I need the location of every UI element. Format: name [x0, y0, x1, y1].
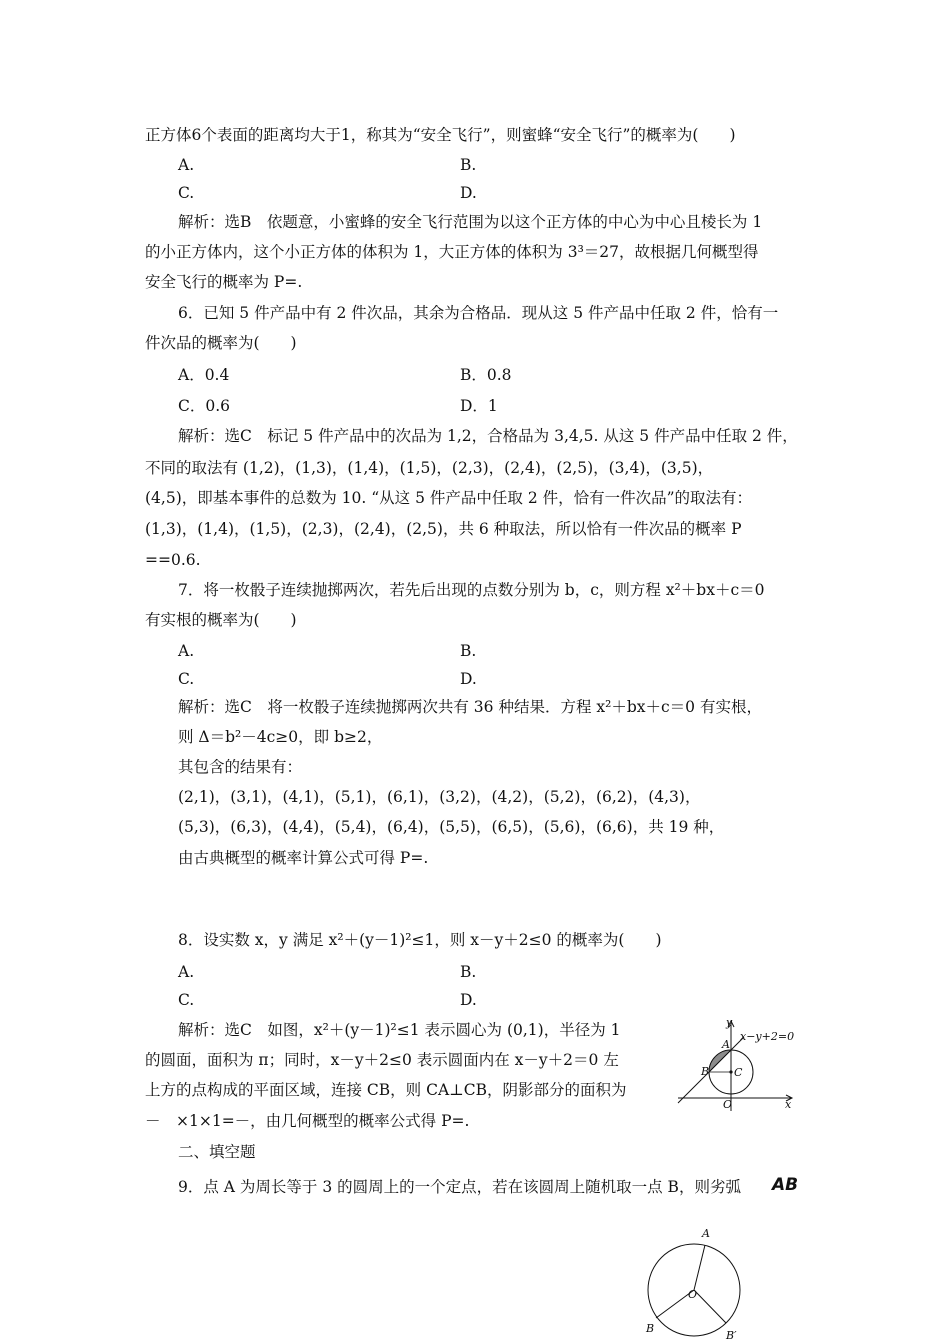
text-line: (4,5)，即基本事件的总数为 10. “从这 5 件产品中任取 2 件，恰有一件次品”的取法有： — [145, 489, 753, 507]
text-line: 其包含的结果有： — [178, 758, 303, 776]
option-c: C. — [178, 184, 195, 202]
y-label: y — [726, 1016, 733, 1029]
text-line: 则 Δ＝b²－4c≥0，即 b≥2， — [178, 728, 383, 746]
text-line: ==0.6. — [145, 551, 201, 569]
text-line: 不同的取法有 (1,2)，(1,3)，(1,4)，(1,5)，(2,3)，(2,4)，(2,5)，(3,4)，(3,5)， — [145, 459, 714, 477]
solution-line: 解析：选C 如图，x²＋(y－1)²≤1 表示圆心为 (0,1)，半径为 1 — [178, 1021, 621, 1039]
text-line: 有实根的概率为( ) — [145, 611, 297, 629]
option-d: D. — [460, 991, 477, 1009]
option-c: C. — [178, 991, 195, 1009]
option-a: A. — [178, 642, 195, 660]
text-line: 的圆面，面积为 π；同时，x－y＋2≤0 表示圆面内在 x－y＋2＝0 左 — [145, 1051, 619, 1069]
text-line: (5,3)，(6,3)，(4,4)，(5,4)，(6,4)，(5,5)，(6,5)，(5,6)，(6,6)，共 19 种， — [178, 818, 725, 836]
radius-ob-prime — [694, 1290, 726, 1323]
text-line: (2,1)，(3,1)，(4,1)，(5,1)，(6,1)，(3,2)，(4,2)，(5,2)，(6,2)，(4,3)， — [178, 788, 701, 806]
option-d: D. — [460, 670, 477, 688]
option-d: D．1 — [460, 397, 498, 415]
point-b-label: B — [701, 1065, 710, 1078]
solution-line: 解析：选C 标记 5 件产品中的次品为 1,2，合格品为 3,4,5. 从这 5 件产品中任取 2 件， — [178, 427, 798, 445]
text-line: 上方的点构成的平面区域，连接 CB，则 CA⊥CB，阴影部分的面积为 — [145, 1081, 627, 1099]
text-line: － ×1×1=－，由几何概型的概率公式得 P=. — [145, 1112, 470, 1130]
point-b-label: B — [646, 1322, 655, 1335]
text-line: 由古典概型的概率计算公式可得 P=. — [178, 849, 429, 867]
option-a: A. — [178, 963, 195, 981]
radius-oa — [694, 1245, 705, 1290]
option-c: C．0.6 — [178, 397, 231, 415]
question-6: 6．已知 5 件产品中有 2 件次品，其余为合格品．现从这 5 件产品中任取 2 件，恰有一 — [178, 304, 779, 322]
circle-arc-figure — [638, 1222, 758, 1344]
arc-ab-label: AB — [772, 1175, 799, 1195]
text-line: (1,3)，(1,4)，(1,5)，(2,3)，(2,4)，(2,5)，共 6 种取法，所以恰有一件次品的概率 P — [145, 520, 742, 538]
question-8: 8．设实数 x，y 满足 x²＋(y－1)²≤1，则 x－y＋2≤0 的概率为( ) — [178, 931, 662, 949]
origin-label: O — [723, 1098, 733, 1111]
text-line: 安全飞行的概率为 P=. — [145, 273, 303, 291]
section-heading: 二、填空题 — [178, 1143, 256, 1161]
option-a: A. — [178, 156, 195, 174]
point-a-label: A — [722, 1038, 730, 1051]
option-b: B. — [460, 642, 477, 660]
point-a-label: A — [702, 1227, 710, 1240]
question-9: 9．点 A 为周长等于 3 的圆周上的一个定点，若在该圆周上随机取一点 B，则劣弧 — [178, 1178, 741, 1196]
text-line: 正方体6个表面的距离均大于1，称其为“安全飞行”，则蜜蜂“安全飞行”的概率为( ) — [145, 126, 736, 144]
line-label: x−y+2=0 — [740, 1030, 795, 1043]
option-d: D. — [460, 184, 477, 202]
text-line: 件次品的概率为( ) — [145, 334, 297, 352]
option-b: B．0.8 — [460, 366, 512, 384]
circle-line-figure — [668, 1015, 798, 1115]
x-label: x — [785, 1098, 792, 1111]
option-a: A．0.4 — [178, 366, 230, 384]
solution-line: 解析：选C 将一枚骰子连续抛掷两次共有 36 种结果．方程 x²＋bx＋c＝0 有实根， — [178, 698, 762, 716]
center-label: O — [688, 1288, 698, 1301]
center-dot — [729, 1070, 732, 1073]
text-line: 的小正方体内，这个小正方体的体积为 1，大正方体的体积为 3³＝27，故根据几何概型得 — [145, 243, 759, 261]
question-7: 7．将一枚骰子连续抛掷两次，若先后出现的点数分别为 b，c，则方程 x²＋bx＋c＝0 — [178, 581, 765, 599]
option-b: B. — [460, 963, 477, 981]
point-c-label: C — [734, 1066, 743, 1079]
option-b: B. — [460, 156, 477, 174]
point-b-prime-label: B′ — [726, 1329, 737, 1342]
option-c: C. — [178, 670, 195, 688]
solution-line: 解析：选B 依题意，小蜜蜂的安全飞行范围为以这个正方体的中心为中心且棱长为 1 — [178, 213, 763, 231]
